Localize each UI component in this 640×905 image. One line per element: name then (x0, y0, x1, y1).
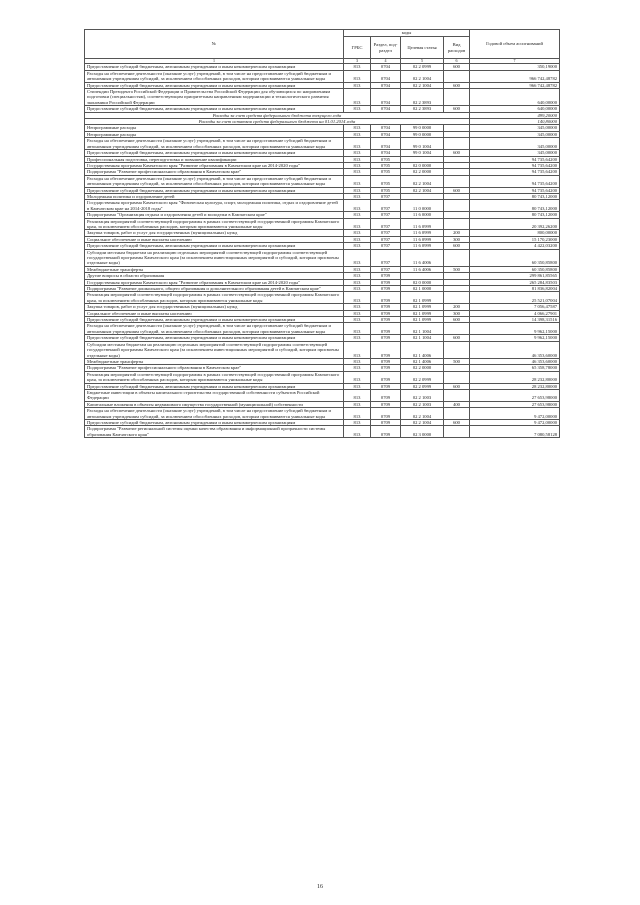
column-number: 7 (470, 59, 560, 64)
table-row (85, 175, 560, 187)
grbs-cell: 813 (344, 193, 371, 199)
expense-type-cell (444, 138, 470, 150)
table-row (85, 323, 560, 335)
table-row (85, 341, 560, 358)
razdel-cell: 0709 (371, 304, 401, 310)
grbs-cell: 813 (344, 286, 371, 292)
target-article-cell: 02 2 1003 (401, 401, 444, 407)
name-cell: Подпрограмма "Развитие дошкольного, общего образования и дополнительного образования детей в Камчатском крае" (85, 286, 344, 292)
grbs-cell: 813 (344, 273, 371, 279)
target-article-cell: 02 2 1004 (401, 408, 444, 420)
razdel-cell: 0709 (371, 341, 401, 358)
name-cell: Субсидии местным бюджетам на реализацию отдельных мероприятий соответствующей подпрограммы соответствующей государственной программы Камчатского края (за исключением инвестиционных мероприятий и субсидий, которым присвоены отдельные коды) (85, 249, 344, 266)
amount-cell: 345,00000 (470, 125, 560, 131)
expense-type-cell (444, 389, 470, 401)
header-grbs: ГРБС (344, 37, 371, 59)
amount-cell: 14 398,31516 (470, 317, 560, 323)
name-cell: Расходы на обеспечение деятельности (оказание услуг) учреждений, в том числе на предоставление субсидий бюджетным и автономным учреждениям субсидий, за исключением обособленных расходов, которым присваиваются уникальные коды (85, 70, 344, 82)
expense-type-cell (444, 249, 470, 266)
grbs-cell: 813 (344, 408, 371, 420)
target-article-cell: 02 2 1004 (401, 187, 444, 193)
grbs-cell: 813 (344, 218, 371, 230)
amount-cell: 345,00000 (470, 138, 560, 150)
name-cell: Расходы на обеспечение деятельности (оказание услуг) учреждений, в том числе на предоставление субсидий бюджетным и автономным учреждениям субсидий, за исключением обособленных расходов, которым присваиваются уникальные коды (85, 408, 344, 420)
target-article-cell: 11 6 0999 (401, 230, 444, 236)
amount-cell: 60 350,85800 (470, 249, 560, 266)
grbs-cell: 813 (344, 371, 371, 383)
amount-cell: 94 735,64200 (470, 169, 560, 175)
target-article-cell: 02 1 4006 (401, 358, 444, 364)
amount-cell: 499,20000 (470, 112, 560, 118)
razdel-cell: 0704 (371, 106, 401, 112)
target-article-cell: 02 2 3893 (401, 106, 444, 112)
column-number: 4 (371, 59, 401, 64)
grbs-cell: 813 (344, 365, 371, 371)
name-cell: Предоставление субсидий бюджетным, автономным учреждениям и иным некоммерческим организациям (85, 150, 344, 156)
grbs-cell: 813 (344, 249, 371, 266)
amount-cell: 65 358,78000 (470, 365, 560, 371)
razdel-cell: 0709 (371, 273, 401, 279)
name-cell: Стипендии Президента Российской Федерации и Правительства Российской Федерации для обучающихся по направлениям подготовки (специальностям), соответствующим приоритетным направлениям модернизации и технологического развития экономики Российской Федерации (85, 89, 344, 106)
grbs-cell: 813 (344, 175, 371, 187)
razdel-cell: 0707 (371, 236, 401, 242)
grbs-cell: 813 (344, 323, 371, 335)
name-cell: Предоставление субсидий бюджетным, автономным учреждениям и иным некоммерческим организациям (85, 383, 344, 389)
grbs-cell: 813 (344, 419, 371, 425)
amount-cell: 27 653,98000 (470, 389, 560, 401)
amount-cell: 46 353,60000 (470, 358, 560, 364)
target-article-cell: 11 6 0999 (401, 218, 444, 230)
grbs-cell: 813 (344, 200, 371, 212)
name-cell: Государственная программа Камчатского края "Развитие образования в Камчатском крае на 2014-2020 годы" (85, 279, 344, 285)
expense-type-cell (444, 371, 470, 383)
razdel-cell: 0709 (371, 389, 401, 401)
expense-type-cell (444, 341, 470, 358)
name-cell: Субсидии местным бюджетам на реализацию отдельных мероприятий соответствующей подпрограммы соответствующей государственной программы Камчатского края (за исключением инвестиционных мероприятий и субсидий, которым присвоены отдельные коды) (85, 341, 344, 358)
expense-type-cell (444, 200, 470, 212)
razdel-cell: 0709 (371, 365, 401, 371)
grbs-cell: 813 (344, 304, 371, 310)
razdel-cell: 0709 (371, 335, 401, 341)
amount-cell: 28 232,80000 (470, 371, 560, 383)
grbs-cell: 813 (344, 187, 371, 193)
target-article-cell: 99 0 1004 (401, 150, 444, 156)
expense-type-cell (444, 426, 470, 438)
amount-cell: 94 735,64200 (470, 187, 560, 193)
amount-cell: 25 521,07004 (470, 292, 560, 304)
name-cell: Реализация мероприятий соответствующей подпрограммы в рамках соответствующей государственной программы Камчатского края, за исключением обособленных расходов, которым присваиваются уникальные коды (85, 218, 344, 230)
name-cell: Предоставление субсидий бюджетным, автономным учреждениям и иным некоммерческим организациям (85, 419, 344, 425)
expense-type-cell (444, 175, 470, 187)
target-article-cell: 02 0 0000 (401, 162, 444, 168)
expense-type-cell: 600 (444, 64, 470, 70)
grbs-cell: 813 (344, 169, 371, 175)
name-cell: Социальное обеспечение и иные выплаты населению (85, 310, 344, 316)
name-cell: Социальное обеспечение и иные выплаты населению (85, 236, 344, 242)
grbs-cell: 813 (344, 162, 371, 168)
target-article-cell: 02 1 0999 (401, 310, 444, 316)
grbs-cell: 813 (344, 335, 371, 341)
target-article-cell: 11 6 4006 (401, 249, 444, 266)
expense-type-cell: 200 (444, 230, 470, 236)
amount-cell: 9 962,15000 (470, 323, 560, 335)
table-row (85, 200, 560, 212)
grbs-cell: 813 (344, 341, 371, 358)
table-row (85, 426, 560, 438)
razdel-cell: 0709 (371, 279, 401, 285)
amount-cell: 640,00000 (470, 89, 560, 106)
razdel-cell: 0704 (371, 125, 401, 131)
razdel-cell: 0704 (371, 64, 401, 70)
expense-type-cell: 600 (444, 243, 470, 249)
name-cell: Предоставление субсидий бюджетным, автономным учреждениям и иным некоммерческим организациям (85, 64, 344, 70)
name-cell: Предоставление субсидий бюджетным, автономным учреждениям и иным некоммерческим организациям (85, 106, 344, 112)
target-article-cell: 99 0 0000 (401, 131, 444, 137)
name-cell: Подпрограмма "Развитие профессионального образования в Камчатском крае" (85, 169, 344, 175)
amount-cell: 4 066,27901 (470, 310, 560, 316)
razdel-cell: 0707 (371, 230, 401, 236)
target-article-cell: 11 6 0000 (401, 212, 444, 218)
name-cell: Непрограммные расходы (85, 131, 344, 137)
name-cell: Капитальные вложения в объекты недвижимого имущества государственной (муниципальной) собственности (85, 401, 344, 407)
table-row (85, 408, 560, 420)
razdel-cell: 0705 (371, 162, 401, 168)
grbs-cell: 813 (344, 279, 371, 285)
amount-cell: 9 472,00000 (470, 419, 560, 425)
table-row (85, 292, 560, 304)
target-article-cell: 02 2 1004 (401, 82, 444, 88)
name-cell: Подпрограмма "Организация отдыха и оздоровления детей и молодежи в Камчатском крае" (85, 212, 344, 218)
grbs-cell: 813 (344, 401, 371, 407)
name-cell: Профессиональная подготовка, переподготовка и повышение квалификации (85, 156, 344, 162)
razdel-cell: 0704 (371, 150, 401, 156)
grbs-cell: 813 (344, 266, 371, 272)
grbs-cell: 813 (344, 230, 371, 236)
grbs-cell: 813 (344, 389, 371, 401)
expense-type-cell: 600 (444, 187, 470, 193)
target-article-cell: 02 3 0000 (401, 426, 444, 438)
razdel-cell: 0704 (371, 131, 401, 137)
target-article-cell: 02 2 1003 (401, 389, 444, 401)
razdel-cell: 0709 (371, 310, 401, 316)
grbs-cell: 813 (344, 70, 371, 82)
razdel-cell: 0704 (371, 82, 401, 88)
amount-cell: 81 836,82004 (470, 286, 560, 292)
target-article-cell: 02 2 0999 (401, 371, 444, 383)
column-number: 1 (85, 59, 344, 64)
amount-cell: 94 735,64200 (470, 156, 560, 162)
amount-cell: 966 742,48782 (470, 82, 560, 88)
amount-cell: 345,00000 (470, 131, 560, 137)
name-cell: Предоставление субсидий бюджетным, автономным учреждениям и иным некоммерческим организациям (85, 335, 344, 341)
expense-type-cell: 600 (444, 150, 470, 156)
amount-cell: 28 232,80000 (470, 383, 560, 389)
grbs-cell: 813 (344, 82, 371, 88)
name-cell: Предоставление субсидий бюджетным, автономным учреждениям и иным некоммерческим организациям (85, 317, 344, 323)
target-article-cell: 02 2 3893 (401, 89, 444, 106)
amount-cell: 94 735,64200 (470, 162, 560, 168)
amount-cell: 94 735,64200 (470, 175, 560, 187)
expense-type-cell: 300 (444, 310, 470, 316)
target-article-cell: 02 1 0999 (401, 317, 444, 323)
expense-type-cell: 400 (444, 401, 470, 407)
name-cell: Расходы на обеспечение деятельности (оказание услуг) учреждений, в том числе на предоставление субсидий бюджетным и автономным учреждениям субсидий, за исключением обособленных расходов, которым присваиваются уникальные коды (85, 138, 344, 150)
header-codes: коды (344, 30, 470, 37)
razdel-cell: 0707 (371, 193, 401, 199)
razdel-cell: 0707 (371, 266, 401, 272)
header-cs: Целевая статья (401, 37, 444, 59)
grbs-cell: 813 (344, 156, 371, 162)
razdel-cell: 0709 (371, 401, 401, 407)
amount-cell: 299 861,85565 (470, 273, 560, 279)
grbs-cell: 813 (344, 310, 371, 316)
grbs-cell: 813 (344, 383, 371, 389)
grbs-cell: 813 (344, 131, 371, 137)
razdel-cell: 0705 (371, 175, 401, 187)
expense-type-cell: 300 (444, 236, 470, 242)
amount-cell: 7 080,58128 (470, 426, 560, 438)
target-article-cell: 02 1 0999 (401, 292, 444, 304)
page-number: 16 (317, 884, 323, 890)
razdel-cell: 0705 (371, 169, 401, 175)
expense-type-cell: 200 (444, 304, 470, 310)
name-cell: Расходы на обеспечение деятельности (оказание услуг) учреждений, в том числе на предоставление субсидий бюджетным и автономным учреждениям субсидий, за исключением обособленных расходов, которым присваиваются уникальные коды (85, 323, 344, 335)
table-row (85, 371, 560, 383)
amount-cell: 7 056,47587 (470, 304, 560, 310)
table-row (85, 218, 560, 230)
razdel-cell: 0709 (371, 323, 401, 335)
name-cell: Предоставление субсидий бюджетным, автономным учреждениям и иным некоммерческим организациям (85, 243, 344, 249)
amount-cell: 80 743,12000 (470, 212, 560, 218)
amount-cell: 9 962,15000 (470, 335, 560, 341)
amount-cell: 966 742,48782 (470, 70, 560, 82)
expense-type-cell: 600 (444, 106, 470, 112)
razdel-cell: 0704 (371, 138, 401, 150)
budget-table (84, 29, 560, 438)
amount-cell: 800,00000 (470, 230, 560, 236)
expense-type-cell: 600 (444, 82, 470, 88)
budget-table-page (84, 29, 559, 438)
amount-cell: 46 353,60000 (470, 341, 560, 358)
name-cell: Непрограммные расходы (85, 125, 344, 131)
target-article-cell: 02 2 1004 (401, 70, 444, 82)
table-row (85, 389, 560, 401)
razdel-cell: 0705 (371, 156, 401, 162)
target-article-cell: 02 1 0999 (401, 304, 444, 310)
razdel-cell: 0709 (371, 292, 401, 304)
target-article-cell: 11 0 0000 (401, 200, 444, 212)
header-vr: Вид расходов (444, 37, 470, 59)
note-cell: Расходы за счет остатков средств федерального бюджета на 01.01.2014 года (85, 119, 470, 125)
grbs-cell: 813 (344, 64, 371, 70)
grbs-cell: 813 (344, 89, 371, 106)
expense-type-cell (444, 323, 470, 335)
note-cell: Расходы за счет средств федерального бюджета текущего года (85, 112, 470, 118)
grbs-cell: 813 (344, 292, 371, 304)
target-article-cell: 02 1 4006 (401, 341, 444, 358)
name-cell: Государственная программа Камчатского края "Развитие образования в Камчатском крае на 2014-2020 годы" (85, 162, 344, 168)
table-row (85, 89, 560, 106)
expense-type-cell (444, 292, 470, 304)
grbs-cell: 813 (344, 236, 371, 242)
name-cell: Подпрограмма "Развитие региональной системы оценки качества образования и информационной прозрачности системы образования Камчатского края" (85, 426, 344, 438)
name-cell: Другие вопросы в области образования (85, 273, 344, 279)
target-article-cell: 02 1 0000 (401, 286, 444, 292)
razdel-cell: 0709 (371, 383, 401, 389)
header-number: № (85, 30, 344, 59)
razdel-cell: 0707 (371, 218, 401, 230)
name-cell: Реализация мероприятий соответствующей подпрограммы в рамках соответствующей государственной программы Камчатского края, за исключением обособленных расходов, которым присваиваются уникальные коды (85, 371, 344, 383)
razdel-cell: 0709 (371, 317, 401, 323)
expense-type-cell: 500 (444, 358, 470, 364)
target-article-cell: 02 2 1004 (401, 419, 444, 425)
amount-cell: 350,19000 (470, 64, 560, 70)
column-number: 3 (344, 59, 371, 64)
amount-cell: 15 170,23000 (470, 236, 560, 242)
expense-type-cell: 600 (444, 383, 470, 389)
grbs-cell: 813 (344, 138, 371, 150)
grbs-cell: 813 (344, 125, 371, 131)
razdel-cell: 0709 (371, 426, 401, 438)
razdel-cell: 0707 (371, 243, 401, 249)
grbs-cell: 813 (344, 317, 371, 323)
target-article-cell: 11 6 0999 (401, 236, 444, 242)
name-cell: Подпрограмма "Развитие профессионального образования в Камчатском крае" (85, 365, 344, 371)
expense-type-cell: 500 (444, 266, 470, 272)
razdel-cell: 0707 (371, 200, 401, 212)
expense-type-cell (444, 89, 470, 106)
amount-cell: 80 743,12000 (470, 200, 560, 212)
expense-type-cell (444, 408, 470, 420)
amount-cell: 140,80000 (470, 119, 560, 125)
amount-cell: 27 653,98000 (470, 401, 560, 407)
amount-cell: 640,00000 (470, 106, 560, 112)
razdel-cell: 0709 (371, 419, 401, 425)
target-article-cell: 11 6 0999 (401, 243, 444, 249)
header-amount: Годовой объем ассигнований (470, 30, 560, 59)
target-article-cell: 99 0 1004 (401, 138, 444, 150)
razdel-cell: 0707 (371, 212, 401, 218)
razdel-cell: 0709 (371, 286, 401, 292)
grbs-cell: 813 (344, 150, 371, 156)
table-row (85, 138, 560, 150)
table-body (85, 64, 560, 438)
target-article-cell: 02 0 0000 (401, 279, 444, 285)
expense-type-cell (444, 218, 470, 230)
name-cell: Предоставление субсидий бюджетным, автономным учреждениям и иным некоммерческим организациям (85, 187, 344, 193)
target-article-cell: 99 0 0000 (401, 125, 444, 131)
amount-cell: 80 743,12000 (470, 193, 560, 199)
grbs-cell: 813 (344, 212, 371, 218)
header-razdel: Раздел, под-раздел (371, 37, 401, 59)
column-number: 5 (401, 59, 444, 64)
grbs-cell: 813 (344, 106, 371, 112)
target-article-cell: 02 2 0000 (401, 169, 444, 175)
expense-type-cell: 600 (444, 317, 470, 323)
razdel-cell: 0704 (371, 70, 401, 82)
target-article-cell: 02 1 1004 (401, 323, 444, 335)
target-article-cell: 11 6 4006 (401, 266, 444, 272)
target-article-cell: 02 2 0000 (401, 365, 444, 371)
razdel-cell: 0705 (371, 187, 401, 193)
grbs-cell: 813 (344, 358, 371, 364)
name-cell: Реализация мероприятий соответствующей подпрограммы в рамках соответствующей государственной программы Камчатского края, за исключением обособленных расходов, которым присваиваются уникальные коды (85, 292, 344, 304)
target-article-cell: 02 2 1004 (401, 175, 444, 187)
name-cell: Молодежная политика и оздоровление детей (85, 193, 344, 199)
target-article-cell: 02 2 0999 (401, 383, 444, 389)
name-cell: Государственная программа Камчатского края "Физическая культура, спорт, молодежная политика, отдых и оздоровление детей в Камчатском крае на 2014-2018 годы" (85, 200, 344, 212)
amount-cell: 345,00000 (470, 150, 560, 156)
expense-type-cell (444, 70, 470, 82)
amount-cell: 60 350,85800 (470, 266, 560, 272)
column-number: 6 (444, 59, 470, 64)
razdel-cell: 0704 (371, 89, 401, 106)
name-cell: Межбюджетные трансферты (85, 266, 344, 272)
amount-cell: 265 284,83503 (470, 279, 560, 285)
table-header (85, 30, 560, 64)
grbs-cell: 813 (344, 243, 371, 249)
name-cell: Межбюджетные трансферты (85, 358, 344, 364)
name-cell: Бюджетные инвестиции в объекты капитального строительства государственной собственности субъектов Российской Федерации (85, 389, 344, 401)
razdel-cell: 0709 (371, 371, 401, 383)
expense-type-cell: 600 (444, 419, 470, 425)
amount-cell: 4 422,03200 (470, 243, 560, 249)
name-cell: Закупка товаров, работ и услуг для государственных (муниципальных) нужд (85, 230, 344, 236)
razdel-cell: 0709 (371, 408, 401, 420)
expense-type-cell: 600 (444, 335, 470, 341)
target-article-cell: 02 2 0999 (401, 64, 444, 70)
name-cell: Закупка товаров, работ и услуг для государственных (муниципальных) нужд (85, 304, 344, 310)
grbs-cell: 813 (344, 426, 371, 438)
table-row (85, 249, 560, 266)
razdel-cell: 0707 (371, 249, 401, 266)
name-cell: Предоставление субсидий бюджетным, автономным учреждениям и иным некоммерческим организациям (85, 82, 344, 88)
target-article-cell: 02 1 1004 (401, 335, 444, 341)
amount-cell: 20 392,26200 (470, 218, 560, 230)
table-row (85, 70, 560, 82)
name-cell: Расходы на обеспечение деятельности (оказание услуг) учреждений, в том числе на предоставление субсидий бюджетным и автономным учреждениям субсидий, за исключением обособленных расходов, которым присваиваются уникальные коды (85, 175, 344, 187)
razdel-cell: 0709 (371, 358, 401, 364)
amount-cell: 9 472,00000 (470, 408, 560, 420)
